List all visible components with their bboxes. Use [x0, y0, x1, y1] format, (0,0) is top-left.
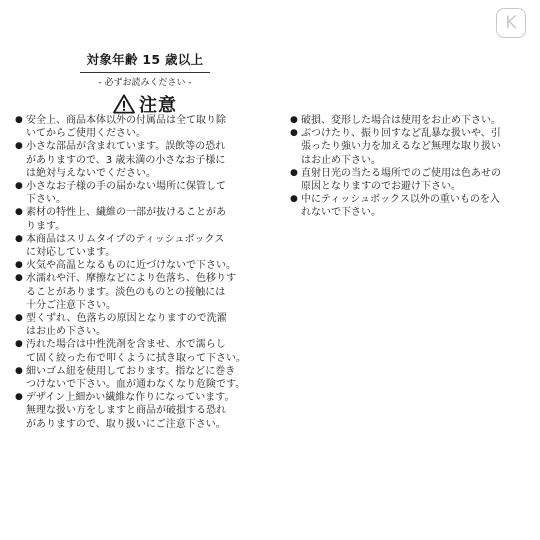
read-note: - 必ずお読みください - [98, 78, 192, 88]
caution-item [290, 114, 530, 127]
caution-item-text: 汚れた場合は中性洗剤を含ませ、水で濡らし て固く絞った布で叩くように拭き取って下さい。 [26, 339, 246, 364]
caution-item [15, 391, 270, 431]
caution-item [15, 233, 270, 259]
caution-item [15, 180, 270, 206]
bullet-icon: ● [15, 141, 23, 152]
caution-item [290, 193, 530, 219]
caution-item-text: 中にティッシュボックス以外の重いものを入 れないで下さい。 [301, 194, 500, 219]
caution-label: 注意 [139, 95, 177, 116]
caution-item [290, 167, 530, 193]
caution-item-text: 直射日光の当たる場所でのご使用は色あせの 原因となりますのでお避け下さい。 [301, 167, 501, 193]
caution-item-text: ぶつけたり、振り回すなど乱暴な扱いや、引 張ったり強い力を加えるなど無理な取り扱い はお止め下さい。 [301, 128, 501, 166]
caution-item-text: 本商品はスリムタイプのティッシュボックス に対応しています。 [26, 233, 225, 259]
bullet-icon: ● [290, 115, 298, 125]
corner-badge: K [496, 8, 526, 38]
caution-item [15, 114, 270, 140]
caution-item-text: 安全上、商品本体以外の付属品は全て取り除 いてからご使用ください。 [26, 115, 226, 140]
caution-item [15, 259, 270, 272]
caution-item [15, 312, 270, 338]
bullet-icon: ● [15, 115, 23, 125]
caution-item [290, 127, 530, 167]
bullet-icon: ● [15, 207, 23, 218]
caution-item-text: 小さなお子様の手の届かない場所に保管して 下さい。 [26, 181, 226, 206]
age-title: 対象年齢 15 歳以上 [80, 50, 210, 73]
bullet-icon: ● [15, 273, 23, 284]
bullet-icon: ● [15, 392, 23, 403]
bullet-icon: ● [290, 128, 298, 139]
caution-item-text: 破損、変形した場合は使用をお止め下さい。 [301, 115, 501, 126]
bullet-icon: ● [15, 260, 23, 271]
caution-item [15, 365, 270, 391]
bullet-icon: ● [15, 181, 23, 192]
bullet-icon: ● [290, 167, 298, 178]
bullet-icon: ● [15, 339, 23, 350]
caution-list-right [290, 114, 530, 220]
bullet-icon: ● [15, 313, 23, 324]
bullet-icon: ● [15, 365, 23, 376]
caution-item-text: デザイン上細かい繊維な作りになっています。 無理な扱い方をしますと商品が破損する恐れ がありますので、取り扱いにご注意下さい。 [26, 392, 235, 430]
caution-list-left [15, 114, 270, 431]
caution-item-text: 素材の特性上、繊維の一部が抜けることがあ ります。 [26, 207, 226, 232]
caution-item-text: 水濡れや汗、摩擦などにより色落ち、色移りす ることがあります。淡色のものとの接触には 十分ご注意下さい。 [26, 273, 236, 311]
notice-header [80, 50, 210, 117]
caution-item [15, 140, 270, 180]
bullet-icon: ● [290, 194, 298, 205]
warning-icon [113, 94, 135, 114]
caution-item-text: 小さな部品が含まれています。誤飲等の恐れ がありますので、3 歳未満の小さなお子様に は絶対与えないでください。 [26, 141, 226, 179]
caution-item-text: 型くずれ、色落ちの原因となりますので洗濯 はお止め下さい。 [26, 313, 227, 338]
caution-item-text: 細いゴム紐を使用しております。指などに巻き つけないで下さい。血が通わなくなり危険です。 [26, 365, 246, 391]
caution-item-text: 火気や高温となるものに近づけないで下さい。 [26, 260, 236, 272]
bullet-icon: ● [15, 233, 23, 244]
caution-item [15, 338, 270, 364]
caution-item [15, 272, 270, 312]
caution-item [15, 206, 270, 232]
